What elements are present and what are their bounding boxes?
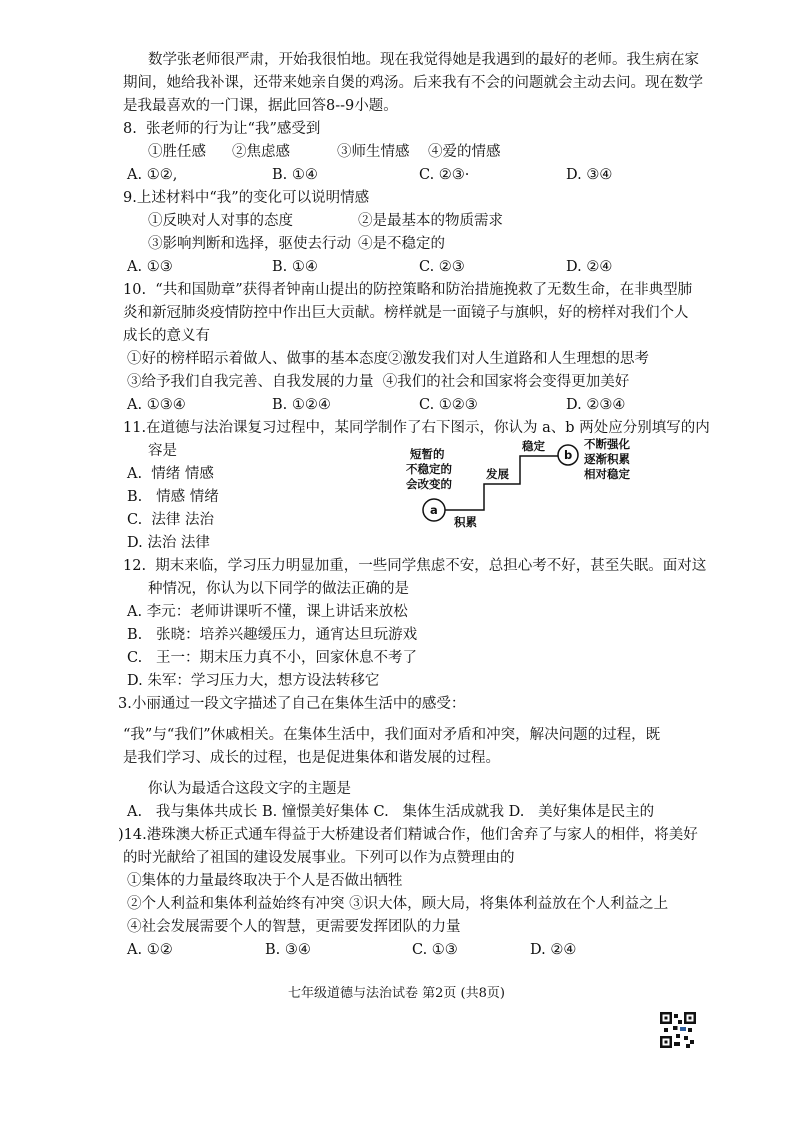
diagram-staircase [445,456,558,510]
q8-item: ④爱的情感 [428,144,501,160]
q9-item: ④是不稳定的 [358,236,445,252]
q10-option-c[interactable]: C. ①②③ [419,397,478,413]
q11-option-d[interactable]: D. 法治 法律 [127,535,210,551]
diagram-node-b-label: b [564,448,573,462]
q10-option-a[interactable]: A. ①③④ [127,397,186,413]
q8-option-b[interactable]: B. ①④ [272,167,318,183]
q11-stem-1: 11.在道德与法治课复习过程中，某同学制作了右下图示，你认为 a、b 两处应分别填写的内 [123,420,710,436]
q14-option-b[interactable]: B. ③④ [265,942,311,958]
q14-item-1: ①集体的力量最终取决于个人是否做出牺牲 [127,873,403,889]
diagram-stable-label: 稳定 [522,439,545,453]
diagram-right-label: 逐渐积累 [584,452,630,466]
q9-item: ①反映对人对事的态度 [148,213,293,229]
diagram-right-label: 不断强化 [584,438,630,451]
q14-option-d[interactable]: D. ②④ [530,942,577,958]
q8-item: ②焦虑感 [232,144,290,160]
page-footer: 七年级道德与法治试卷 第2页 (共8页) [288,986,505,1001]
q13-stem-1: 3.小丽通过一段文字描述了自己在集体生活中的感受： [118,696,466,712]
q8-option-d[interactable]: D. ③④ [566,167,613,183]
q13-quote-2: 是我们学习、成长的过程，也是促进集体和谐发展的过程。 [123,750,500,766]
q10-option-d[interactable]: D. ②③④ [566,397,626,413]
emotion-growth-diagram [398,438,668,530]
passage-line-3: 是我最喜欢的一门课，据此回答8--9小题。 [123,98,398,114]
q13-quote-1: “我”与“我们”休戚相关。在集体生活中，我们面对矛盾和冲突，解决问题的过程，既 [123,727,661,743]
q14-option-c[interactable]: C. ①③ [412,942,458,958]
q9-item: ③影响判断和选择，驱使去行动 [148,236,351,252]
q11-option-c[interactable]: C. 法律 法治 [127,512,215,528]
q9-option-b[interactable]: B. ①④ [272,259,318,275]
q12-option-d[interactable]: D. 朱军：学习压力大，想方设法转移它 [127,673,380,689]
q13-options[interactable]: A. 我与集体共成长 B. 憧憬美好集体 C. 集体生活成就我 D. 美好集体是民主的 [127,804,655,820]
q13-question: 你认为最适合这段文字的主题是 [148,781,351,797]
q12-option-b[interactable]: B. 张晓：培养兴趣缓压力，通宵达旦玩游戏 [127,627,418,643]
diagram-develop-label: 发展 [486,467,509,481]
q10-option-b[interactable]: B. ①②④ [272,397,331,413]
q9-option-a[interactable]: A. ①③ [127,259,173,275]
q10-items-1: ①好的榜样昭示着做人、做事的基本态度②激发我们对人生道路和人生理想的思考 [127,351,649,367]
q11-stem-2: 容是 [148,443,177,459]
q9-stem: 9.上述材料中“我”的变化可以说明情感 [123,190,370,206]
q9-option-c[interactable]: C. ②③ [419,259,465,275]
q12-stem-1: 12. 期末来临，学习压力明显加重，一些同学焦虑不安，总担心考不好，甚至失眠。面对这 [123,558,707,574]
q14-item-2: ②个人利益和集体利益始终有冲突 ③识大体，顾大局，将集体利益放在个人利益之上 [127,896,669,912]
diagram-right-label: 相对稳定 [584,467,630,481]
q14-stem-2: 的时光献给了祖国的建设发展事业。下列可以作为点赞理由的 [123,850,515,866]
q11-option-a[interactable]: A. 情绪 情感 [127,466,214,482]
q10-stem-2: 炎和新冠肺炎疫情防控中作出巨大贡献。榜样就是一面镜子与旗帜，好的榜样对我们个人 [123,305,689,321]
q8-item: ③师生情感 [337,144,410,160]
diagram-accumulate-label: 积累 [454,515,477,529]
q14-option-a[interactable]: A. ①② [127,942,173,958]
q8-stem: 8. 张老师的行为让“我”感受到 [123,121,321,137]
q10-stem-1: 10. “共和国勋章”获得者钟南山提出的防控策略和防治措施挽救了无数生命，在非典型肺 [123,282,693,298]
diagram-left-label: 不稳定的 [406,462,452,476]
q12-option-a[interactable]: A. 李元：老师讲课听不懂，课上讲话来放松 [127,604,408,620]
passage-line-1: 数学张老师很严肃，开始我很怕地。现在我觉得她是我遇到的最好的老师。我生病在家 [148,52,699,68]
qr-code-icon[interactable] [660,1012,696,1048]
q8-item: ①胜任感 [148,144,206,160]
diagram-node-a-label: a [430,503,438,517]
q10-stem-3: 成长的意义有 [123,328,210,344]
q12-stem-2: 种情况，你认为以下同学的做法正确的是 [148,581,409,597]
q8-option-a[interactable]: A. ①②, [127,167,178,183]
q14-stem-1: )14.港珠澳大桥正式通车得益于大桥建设者们精诚合作，他们舍弃了与家人的相伴，将美好 [118,827,698,843]
q10-items-2: ③给予我们自我完善、自我发展的力量 ④我们的社会和国家将会变得更加美好 [127,374,630,390]
q9-item: ②是最基本的物质需求 [358,213,503,229]
q14-item-3: ④社会发展需要个人的智慧，更需要发挥团队的力量 [127,919,461,935]
diagram-left-label: 短暂的 [410,447,445,461]
q11-option-b[interactable]: B. 情感 情绪 [127,489,219,505]
q9-option-d[interactable]: D. ②④ [566,259,613,275]
diagram-left-label: 会改变的 [406,477,452,491]
q8-option-c[interactable]: C. ②③· [419,167,470,183]
passage-line-2: 期间，她给我补课，还带来她亲自煲的鸡汤。后来我有不会的问题就会主动去问。现在数学 [123,75,703,91]
q12-option-c[interactable]: C. 王一：期末压力真不小，回家休息不考了 [127,650,418,666]
